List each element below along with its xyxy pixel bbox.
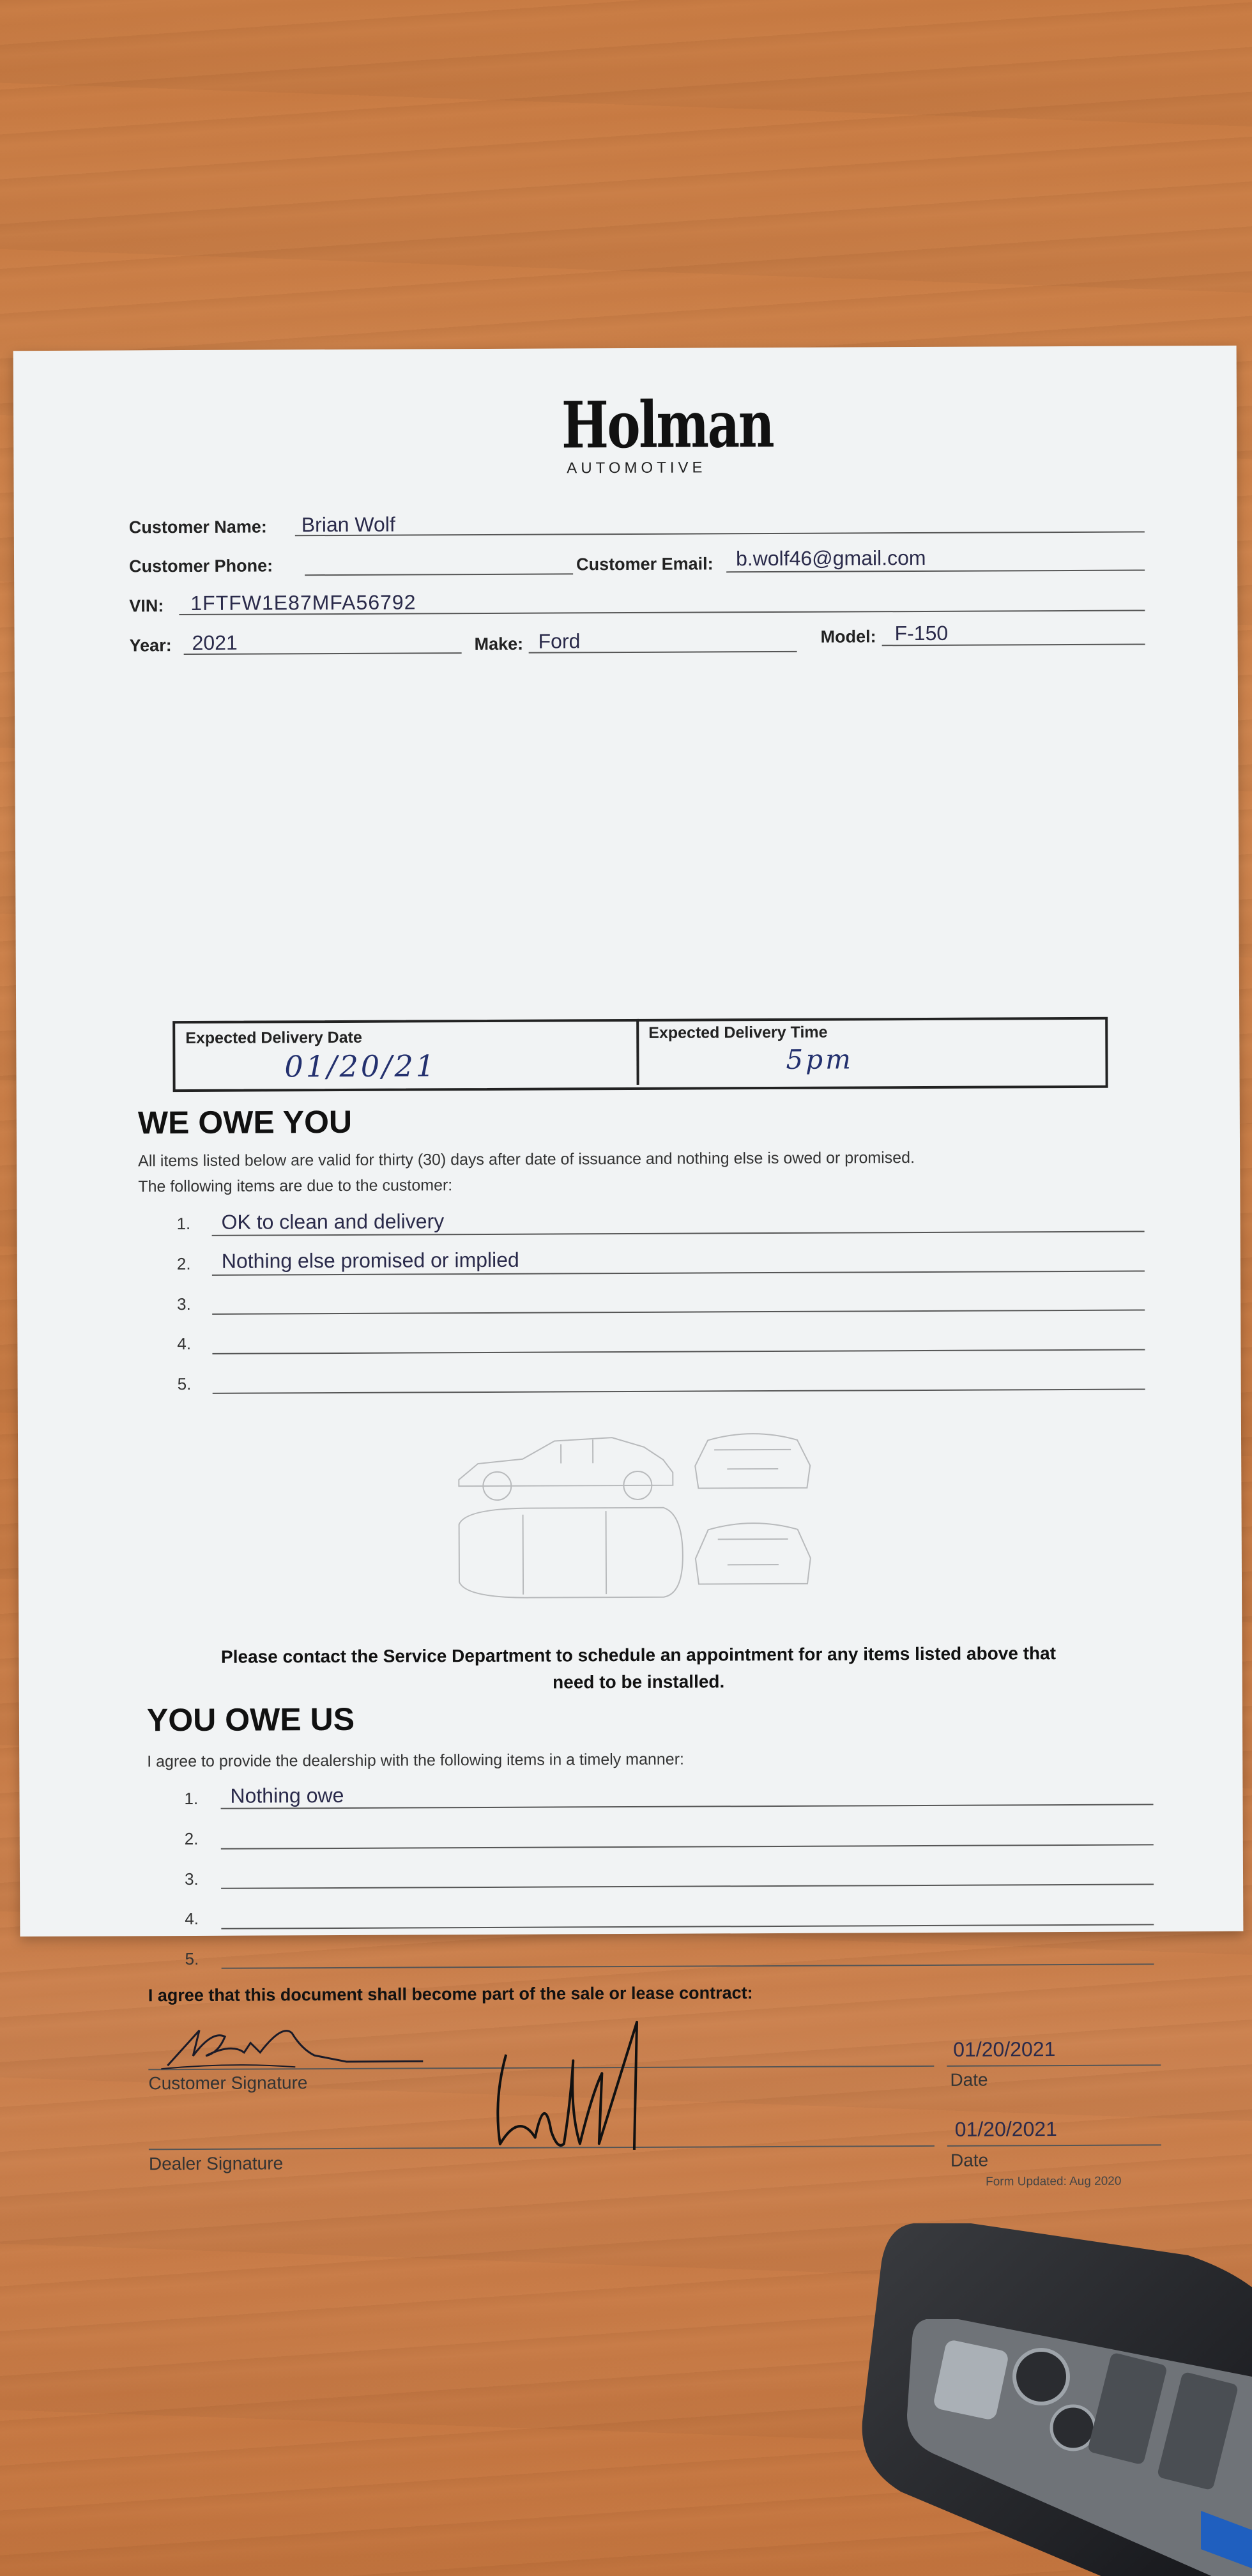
delivery-box-divider [636, 1019, 639, 1085]
delivery-form [13, 346, 1244, 2189]
we-owe-subnote: The following items are due to the customer: [138, 1176, 453, 1196]
we-owe-line-5 [213, 1388, 1145, 1393]
customer-phone-label: Customer Phone: [129, 556, 273, 576]
we-owe-note: All items listed below are valid for thirty (30) days after date of issuance and nothing else is owed or promised. [138, 1149, 915, 1170]
you-owe-num-2: 2. [184, 1828, 199, 1849]
you-owe-heading: YOU OWE US [146, 1701, 355, 1738]
delivery-time-value: 5pm [786, 1043, 853, 1075]
you-owe-num-3: 3. [184, 1869, 199, 1889]
customer-email-value: b.wolf46@gmail.com [735, 546, 926, 571]
agreement-text: I agree that this document shall become part of the sale or lease contract: [148, 1983, 753, 2005]
delivery-time-label: Expected Delivery Time [648, 1023, 828, 1042]
customer-date-line [947, 2064, 1161, 2066]
we-owe-num-2: 2. [176, 1254, 191, 1274]
you-owe-num-4: 4. [185, 1908, 199, 1929]
form-updated-note: Form Updated: Aug 2020 [986, 2174, 1122, 2189]
we-owe-num-4: 4. [177, 1333, 192, 1354]
service-note-line2: need to be installed. [553, 1671, 725, 1692]
customer-date-label: Date [950, 2069, 988, 2090]
you-owe-num-5: 5. [185, 1949, 199, 1969]
we-owe-num-3: 3. [177, 1294, 191, 1314]
customer-email-label: Customer Email: [576, 554, 714, 574]
dealer-signature-icon [474, 1996, 705, 2163]
dealer-date-label: Date [950, 2150, 989, 2170]
we-owe-num-1: 1. [176, 1213, 191, 1234]
customer-signature-icon [155, 2016, 436, 2075]
we-owe-item-1: OK to clean and delivery [221, 1209, 445, 1234]
year-label: Year: [129, 636, 172, 656]
we-owe-line-3 [212, 1309, 1145, 1314]
customer-date-value: 01/20/2021 [953, 2037, 1056, 2061]
we-owe-heading: WE OWE YOU [137, 1103, 353, 1141]
delivery-date-label: Expected Delivery Date [185, 1028, 362, 1048]
car-outline-diagram-icon [452, 1401, 862, 1614]
customer-name-value: Brian Wolf [301, 512, 395, 537]
you-owe-note: I agree to provide the dealership with the following items in a timely manner: [147, 1750, 685, 1771]
vin-label: VIN: [129, 596, 164, 616]
you-owe-line-3 [221, 1883, 1154, 1889]
customer-phone-line [305, 573, 573, 576]
model-value: F-150 [894, 621, 949, 645]
you-owe-item-1: Nothing owe [230, 1783, 344, 1807]
you-owe-line-5 [222, 1963, 1154, 1968]
delivery-date-value: 01/20/21 [284, 1048, 438, 1084]
you-owe-line-4 [221, 1924, 1154, 1929]
vin-value: 1FTFW1E87MFA56792 [190, 590, 416, 615]
dealer-date-line [947, 2144, 1161, 2146]
dealer-signature-label: Dealer Signature [148, 2153, 284, 2174]
we-owe-num-5: 5. [177, 1374, 192, 1394]
logo-tagline: AUTOMOTIVE [567, 459, 706, 477]
customer-name-line [295, 531, 1145, 536]
key-fob-icon [843, 2211, 1252, 2576]
model-label: Model: [820, 627, 876, 647]
logo-name: Holman [561, 387, 774, 463]
you-owe-num-1: 1. [184, 1788, 199, 1809]
make-value: Ford [538, 629, 581, 653]
dealer-date-value: 01/20/2021 [954, 2117, 1057, 2141]
make-label: Make: [474, 634, 524, 654]
customer-signature-label: Customer Signature [148, 2073, 308, 2094]
we-owe-item-2: Nothing else promised or implied [221, 1248, 519, 1273]
you-owe-line-1 [221, 1804, 1154, 1809]
you-owe-line-2 [221, 1844, 1154, 1849]
holman-logo [540, 387, 774, 477]
year-value: 2021 [192, 631, 238, 654]
service-note-line1: Please contact the Service Department to schedule an appointment for any items listed above that [220, 1643, 1057, 1667]
we-owe-line-4 [212, 1349, 1145, 1354]
customer-name-label: Customer Name: [128, 517, 267, 537]
